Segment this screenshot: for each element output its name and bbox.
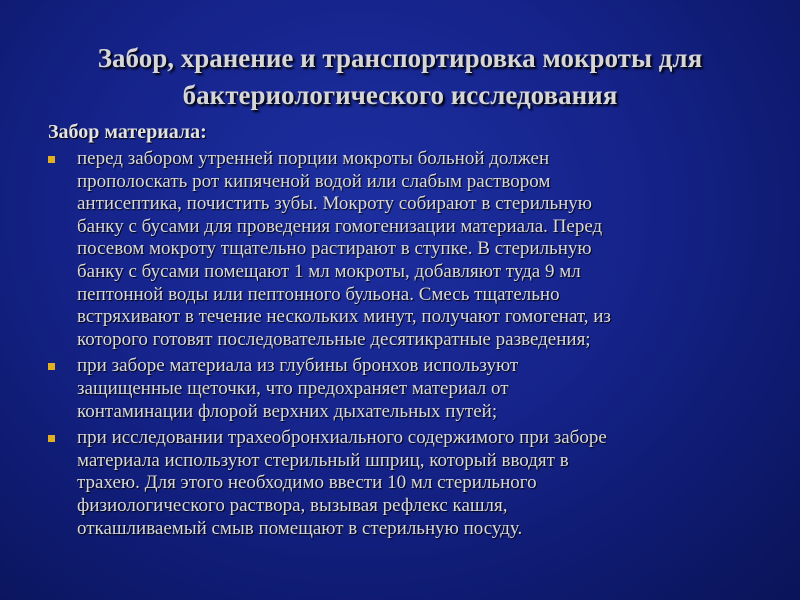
bullet-item-tracheobronchial-sampling xyxy=(48,427,768,540)
bullet-item-sputum-collection xyxy=(48,148,768,351)
bullet-line: трахею. Для этого необходимо ввести 10 мл стерильного xyxy=(77,472,537,494)
bullet-line: прополоскать рот кипяченой водой или слабым раствором xyxy=(77,170,551,192)
bullet-line: банку с бусами помещают 1 мл мокроты, добавляют туда 9 мл xyxy=(77,260,581,282)
bullet-line: посевом мокроту тщательно растирают в ступке. В стерильную xyxy=(77,238,592,260)
bullet-line: материала используют стерильный шприц, который вводят в xyxy=(77,449,569,471)
slide-title xyxy=(40,40,760,114)
section-heading: Забор материала: xyxy=(48,121,207,143)
square-bullet-icon xyxy=(48,435,55,442)
bullet-text xyxy=(77,148,768,351)
square-bullet-icon xyxy=(48,156,55,163)
bullet-line: откашливаемый смыв помещают в стерильную посуду. xyxy=(77,517,523,539)
slide-body xyxy=(48,120,768,544)
bullet-text xyxy=(77,355,768,423)
bullet-line: при заборе материала из глубины бронхов используют xyxy=(77,355,519,377)
bullet-line: перед забором утренней порции мокроты больной должен xyxy=(77,148,550,169)
bullet-line: пептонной воды или пептонного бульона. Смесь тщательно xyxy=(77,283,560,305)
bullet-line: которого готовят последовательные десятикратные разведения; xyxy=(77,328,591,350)
slide-title-line-2: бактериологического исследования xyxy=(182,80,618,110)
bullet-line: физиологического раствора, вызывая рефлекс кашля, xyxy=(77,494,508,516)
bullet-text xyxy=(77,427,768,540)
bullet-line: контаминации флорой верхних дыхательных путей; xyxy=(77,400,498,422)
bullet-item-bronchial-brushes xyxy=(48,355,768,423)
square-bullet-icon xyxy=(48,363,55,370)
bullet-line: банку с бусами для проведения гомогенизации материала. Перед xyxy=(77,215,603,237)
bullet-line: при исследовании трахеобронхиального содержимого при заборе xyxy=(77,427,607,449)
bullet-line: защищенные щеточки, что предохраняет материал от xyxy=(77,377,509,399)
bullet-line: антисептика, почистить зубы. Мокроту собирают в стерильную xyxy=(77,193,592,215)
bullet-line: встряхивают в течение нескольких минут, получают гомогенат, из xyxy=(77,306,611,328)
slide-title-line-1: Забор, хранение и транспортировка мокроты для xyxy=(97,43,703,73)
bullet-list xyxy=(48,148,768,540)
